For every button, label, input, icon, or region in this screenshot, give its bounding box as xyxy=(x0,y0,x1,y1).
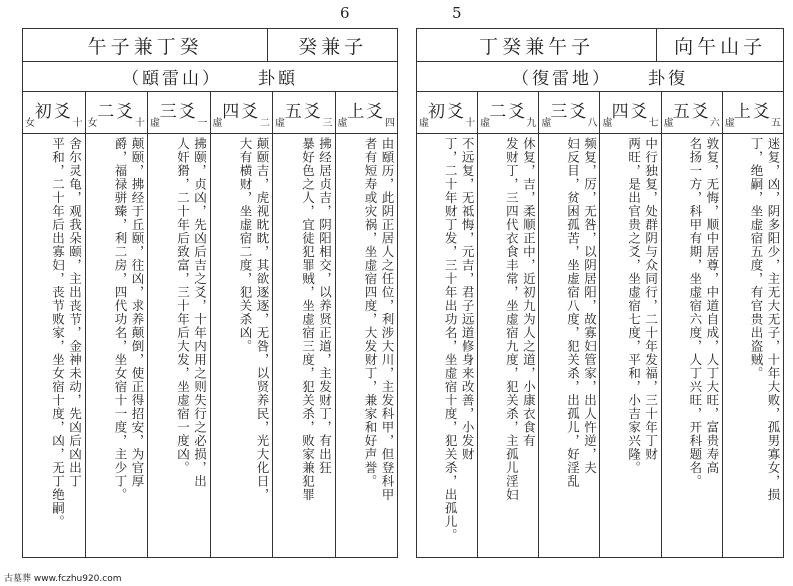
yao-text-line: 平和，二十年后出寡妇，丧节败家，坐女宿十度，凶，无丁绝嗣。 xyxy=(50,137,66,529)
left-header-main: 午子兼丁癸 xyxy=(23,29,268,61)
yao-mansion: 女 xyxy=(87,118,98,129)
yao-header xyxy=(273,91,335,134)
yao-column xyxy=(335,91,398,557)
yao-degree: 七 xyxy=(648,118,659,129)
yao-mansion: 虛 xyxy=(541,118,552,129)
left-gua-bracket: （頤雷山） xyxy=(122,68,222,89)
yao-column xyxy=(661,91,722,557)
yao-degree: 十 xyxy=(135,118,145,129)
right-page xyxy=(416,28,784,558)
right-header-main: 丁癸兼午子 xyxy=(417,29,657,61)
yao-text-line: 丁，绝嗣，坐虚宿五度，有官贵出盗贼。 xyxy=(749,137,764,380)
yao-text-line: 迷复，凶，阴多阳少，主无大无子，十年大败，孤男寡女，损 xyxy=(766,137,781,502)
yao-name: 三爻 xyxy=(159,102,198,122)
yao-header xyxy=(211,91,273,134)
yao-header xyxy=(23,91,85,134)
yao-degree: 十 xyxy=(72,118,83,129)
yao-name: 上爻 xyxy=(733,102,772,122)
yao-name: 四爻 xyxy=(611,102,650,122)
yao-mansion: 虛 xyxy=(418,118,429,129)
left-header xyxy=(23,29,397,62)
yao-text-line: 舍尔灵龟，观我朵颐，主出丧节，金神未动，先凶后凶出丁 xyxy=(67,137,83,488)
yao-header xyxy=(148,91,210,134)
left-columns xyxy=(23,91,397,557)
yao-text-line: 爵，福禄骈臻，利二房，四代功名，坐女宿十一度，主少丁。 xyxy=(113,137,128,502)
yao-text-line: 者有短寿或灾祸，坐虚宿四度，大发财丁，兼家和好声誉。 xyxy=(363,137,378,488)
yao-name: 五爻 xyxy=(672,102,711,122)
yao-column xyxy=(538,91,599,557)
left-gua-name: 卦頤 xyxy=(258,68,298,89)
yao-degree: 十 xyxy=(465,118,476,129)
yao-text-line: 人奸猾，二十年后致富，三十年后大发，坐虚宿一度凶。 xyxy=(175,137,191,475)
yao-text xyxy=(338,137,396,553)
yao-text-line: 名扬一方，科甲有期，坐虚宿六度，人丁兴旺，开科题名。 xyxy=(687,137,703,488)
yao-header xyxy=(336,91,398,134)
yao-name: 二爻 xyxy=(489,102,528,122)
yao-mansion: 虛 xyxy=(724,118,735,129)
yao-column xyxy=(147,91,210,557)
yao-text xyxy=(25,137,83,553)
yao-mansion: 虛 xyxy=(275,118,285,129)
yao-name: 二爻 xyxy=(97,102,136,122)
yao-header xyxy=(417,91,477,134)
yao-mansion: 虛 xyxy=(480,118,491,129)
yao-text-line: 中行独复，处群阴与众同行，二十年发福，三十年丁财 xyxy=(643,137,659,461)
yao-header xyxy=(723,91,783,134)
yao-header xyxy=(478,91,538,134)
yao-degree: 二 xyxy=(260,118,270,129)
yao-degree: 一 xyxy=(197,118,208,129)
yao-text-line: 敦复，无悔，顺中居尊，中道自成，人丁大旺，富贵寿高 xyxy=(704,137,720,475)
yao-mansion: 虛 xyxy=(337,118,348,129)
right-gua-title xyxy=(417,61,783,92)
yao-text xyxy=(541,137,597,553)
yao-name: 初爻 xyxy=(428,102,467,122)
yao-text xyxy=(88,137,146,553)
yao-text-line: 发财丁，三四代衣食丰常，坐虚宿九度，犯关杀，主孤儿淫妇 xyxy=(504,137,520,502)
right-columns xyxy=(417,91,783,557)
yao-name: 上爻 xyxy=(347,102,386,122)
yao-degree: 四 xyxy=(385,118,395,129)
left-header-side: 癸兼子 xyxy=(298,35,368,58)
yao-mansion: 虛 xyxy=(212,118,223,129)
yao-degree: 五 xyxy=(771,118,781,129)
yao-mansion: 虛 xyxy=(663,118,674,129)
yao-column xyxy=(210,91,273,557)
yao-text-line: 大有横财，坐虚宿二度，犯关杀凶。 xyxy=(238,137,253,353)
yao-text-line: 暴好色之人，宜徒犯罪贼，坐虚宿三度，犯关杀，败家兼犯罪 xyxy=(300,137,316,502)
yao-text-line: 颠颐，拂经于丘颐，往凶，求养颠倒，使正得招安，为官厚 xyxy=(130,137,145,488)
yao-column xyxy=(272,91,335,557)
yao-text xyxy=(213,137,271,553)
yao-header xyxy=(539,91,599,134)
right-header-side: 向午山子 xyxy=(674,35,767,58)
yao-header xyxy=(662,91,722,134)
yao-text-line: 两旺，是出官贵之爻，坐虚宿七度，平和，小吉家兴隆。 xyxy=(626,137,642,475)
yao-column xyxy=(85,91,148,557)
yao-degree: 九 xyxy=(526,118,537,129)
yao-mansion: 虛 xyxy=(150,118,160,129)
yao-name: 五爻 xyxy=(284,102,323,122)
yao-column xyxy=(23,91,85,557)
right-gua-name: 卦復 xyxy=(648,68,688,89)
page-number-right: 5 xyxy=(452,4,462,22)
yao-text-line: 不远复，无祗悔，元吉，君子远道修身来改善，小发财 xyxy=(460,137,476,461)
yao-text-line: 妇反目，贫困孤苦，坐虚宿八度，犯关杀，出孤儿，好淫乱 xyxy=(565,137,581,488)
yao-column xyxy=(477,91,538,557)
yao-text-line: 拂颐，贞凶，先凶后吉之爻，十年内用之则失行之必损，出 xyxy=(192,137,208,488)
yao-name: 三爻 xyxy=(550,102,589,122)
yao-degree: 三 xyxy=(322,118,333,129)
yao-text-line: 休复，吉，柔顺正中，近初九为人之道，小康衣食有 xyxy=(521,137,537,448)
yao-column xyxy=(722,91,783,557)
yao-text xyxy=(150,137,208,553)
yao-text xyxy=(725,137,781,553)
left-page xyxy=(22,28,398,558)
yao-text-line: 由頤历，此阴正居人之任位，利涉大川，主发科甲，但登科甲 xyxy=(380,137,395,502)
yao-degree: 八 xyxy=(587,118,598,129)
yao-text-line: 颠颐吉，虎视眈眈，其欲逐逐，无咎，以贤养民，光大化日， xyxy=(255,137,270,502)
yao-name: 初爻 xyxy=(34,102,73,122)
left-gua-title xyxy=(23,61,397,92)
yao-header xyxy=(86,91,148,134)
yao-degree: 六 xyxy=(709,118,720,129)
yao-text xyxy=(602,137,658,553)
yao-text xyxy=(275,137,333,553)
yao-text xyxy=(664,137,720,553)
yao-mansion: 虛 xyxy=(602,118,613,129)
yao-text-line: 频复，厉，无咎，以阴居阳，故寡妇管家，出人忤逆，夫 xyxy=(582,137,598,475)
footer-watermark: 古墓葬 www.fczhu920.com xyxy=(4,574,122,584)
page-number-left: 6 xyxy=(340,4,350,22)
yao-column xyxy=(417,91,477,557)
yao-text-line: 拂经居贞吉，阴阳相交，以养贤正道，主发财丁，有出狂 xyxy=(317,137,333,475)
yao-column xyxy=(599,91,660,557)
yao-text xyxy=(419,137,475,553)
yao-text xyxy=(480,137,536,553)
yao-header xyxy=(600,91,660,134)
right-header xyxy=(417,29,783,62)
right-gua-bracket: （復雷地） xyxy=(512,68,612,89)
yao-mansion: 女 xyxy=(25,118,35,129)
yao-name: 四爻 xyxy=(222,102,261,122)
yao-text-line: 丁，二十年财丁发，三十年出功名，坐虚宿十度，犯关杀，出孤儿。 xyxy=(443,137,459,542)
